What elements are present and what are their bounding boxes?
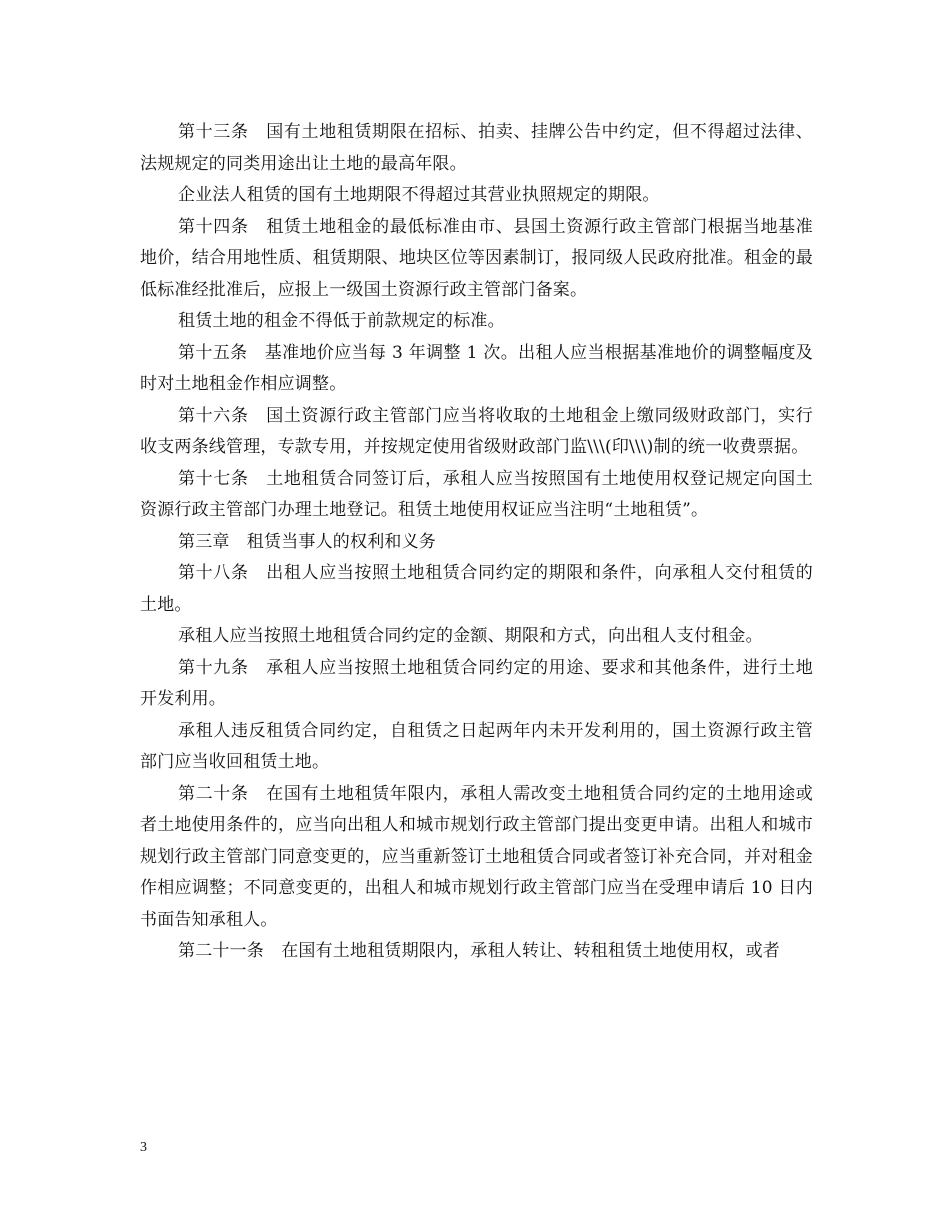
- chapter-3-heading: 第三章 租赁当事人的权利和义务: [178, 531, 436, 552]
- paragraph-article-15: 第十五条 基准地价应当每 3 年调整 1 次。出租人应当根据基准地价的调整幅度及时对土地租金作相应调整。: [140, 342, 813, 394]
- paragraph-article-21: 第二十一条 在国有土地租赁期限内，承租人转让、转租租赁土地使用权，或者: [178, 941, 780, 961]
- paragraph-article-20: 第二十条 在国有土地租赁年限内，承租人需改变土地租赁合同约定的土地用途或者土地使用条件的，应当向出租人和城市规划行政主管部门提出变更申请。出租人和城市规划行政主管部门同意变更的，应当重新签订土地租赁合同或者签订补充合同，并对租金作相应调整；不同意变更的，出租人和城市规划行政主管部门应当在受理申请后 10 日内书面告知承租人。: [140, 783, 813, 930]
- paragraph-article-14: 第十四条 租赁土地租金的最低标准由市、县国土资源行政主管部门根据当地基准地价，结合用地性质、租赁期限、地块区位等因素制订，报同级人民政府批准。租金的最低标准经批准后，应报上一级国土资源行政主管部门备案。: [140, 216, 813, 300]
- paragraph-article-17: 第十七条 土地租赁合同签订后，承租人应当按照国有土地使用权登记规定向国土资源行政主管部门办理土地登记。租赁土地使用权证应当注明“土地租赁”。: [140, 468, 813, 520]
- paragraph-article-19-clause-2: 承租人违反租赁合同约定，自租赁之日起两年内未开发利用的，国土资源行政主管部门应当收回租赁土地。: [140, 720, 813, 772]
- paragraph-article-13-clause-2: 企业法人租赁的国有土地期限不得超过其营业执照规定的期限。: [178, 185, 660, 205]
- paragraph-article-19: 第十九条 承租人应当按照土地租赁合同约定的用途、要求和其他条件，进行土地开发利用。: [140, 657, 813, 709]
- paragraph-article-13: 第十三条 国有土地租赁期限在招标、拍卖、挂牌公告中约定，但不得超过法律、法规规定的同类用途出让土地的最高年限。: [140, 122, 813, 174]
- paragraph-article-14-clause-2: 租赁土地的租金不得低于前款规定的标准。: [178, 311, 505, 331]
- document-body: [140, 117, 813, 968]
- paragraph-article-18-clause-2: 承租人应当按照土地租赁合同约定的金额、期限和方式，向出租人支付租金。: [178, 626, 763, 646]
- paragraph-article-18: 第十八条 出租人应当按照土地租赁合同约定的期限和条件，向承租人交付租赁的土地。: [140, 563, 813, 615]
- page-number: 3: [140, 1140, 147, 1155]
- paragraph-article-16: 第十六条 国土资源行政主管部门应当将收取的土地租金上缴同级财政部门，实行收支两条线管理，专款专用，并按规定使用省级财政部门监\\\(印\\\)制的统一收费票据。: [140, 405, 813, 457]
